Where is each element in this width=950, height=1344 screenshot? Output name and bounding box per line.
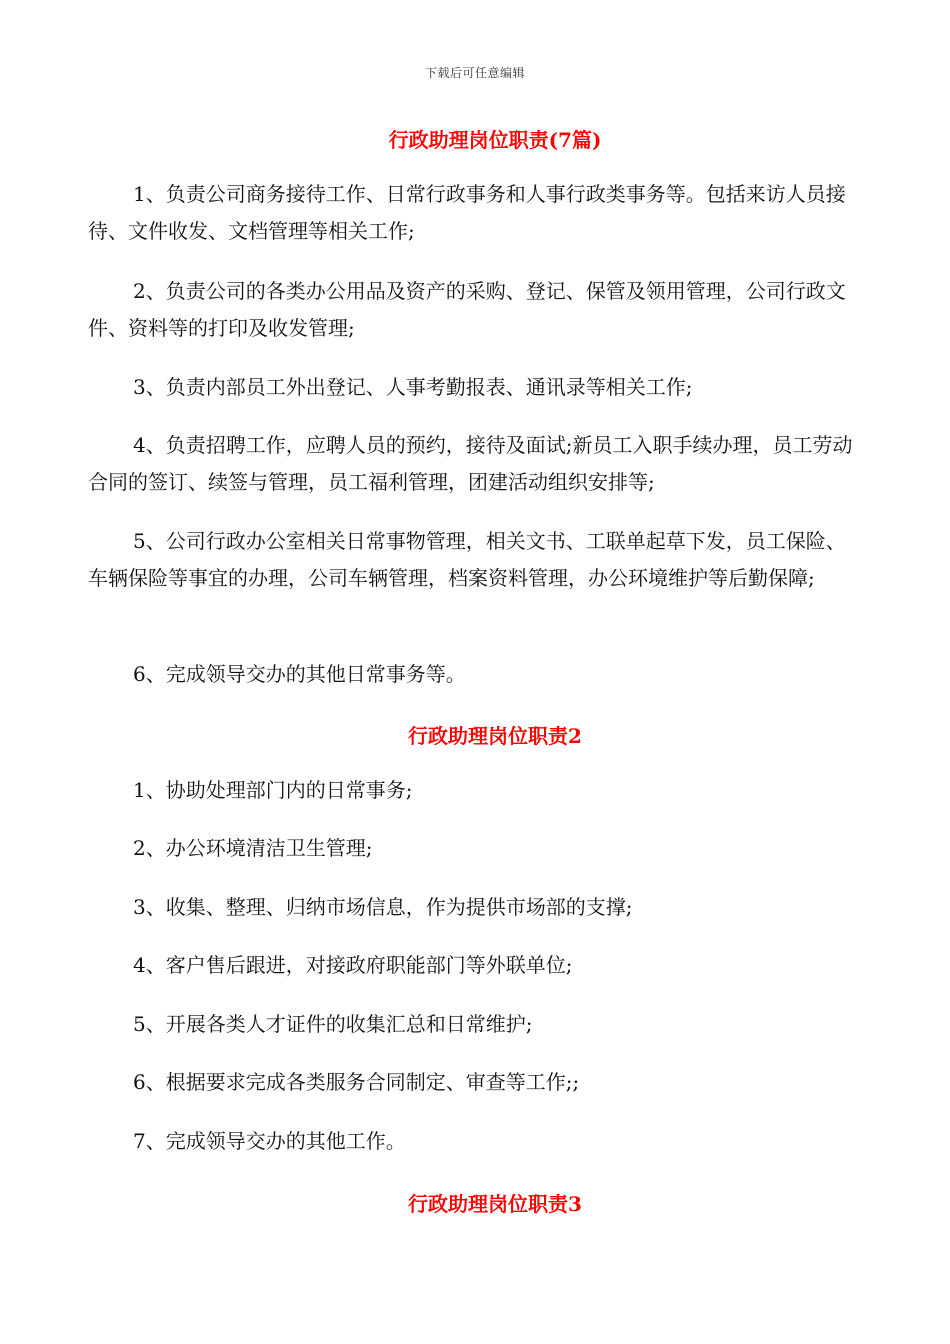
section1-title: 行政助理岗位职责(7篇): [388, 128, 602, 152]
section1-paragraph-2: 2、负责公司的各类办公用品及资产的采购、登记、保管及领用管理，公司行政文件、资料等的打印及收发管理;: [88, 279, 846, 340]
header-note: 下载后可任意编辑: [424, 66, 525, 80]
section1-paragraph-4: 4、负责招聘工作，应聘人员的预约，接待及面试;新员工入职手续办理，员工劳动合同的签订、续签与管理，员工福利管理，团建活动组织安排等;: [88, 433, 853, 494]
section2-item-4: 4、客户售后跟进，对接政府职能部门等外联单位;: [133, 953, 573, 977]
section1-paragraph-3: 3、负责内部员工外出登记、人事考勤报表、通讯录等相关工作;: [133, 375, 693, 399]
section2-item-7: 7、完成领导交办的其他工作。: [133, 1129, 406, 1153]
section3-title: 行政助理岗位职责3: [408, 1192, 582, 1216]
section2-item-1: 1、协助处理部门内的日常事务;: [133, 778, 413, 802]
section2-item-5: 5、开展各类人才证件的收集汇总和日常维护;: [133, 1012, 533, 1036]
section2-title: 行政助理岗位职责2: [408, 724, 582, 748]
section1-paragraph-1: 1、负责公司商务接待工作、日常行政事务和人事行政类事务等。包括来访人员接待、文件收发、文档管理等相关工作;: [88, 182, 846, 243]
section2-item-2: 2、办公环境清洁卫生管理;: [133, 836, 373, 860]
section2-item-3: 3、收集、整理、归纳市场信息，作为提供市场部的支撑;: [133, 895, 633, 919]
section1-paragraph-6: 6、完成领导交办的其他日常事务等。: [133, 662, 466, 686]
section2-item-6: 6、根据要求完成各类服务合同制定、审查等工作;;: [133, 1070, 580, 1094]
section1-paragraph-5: 5、公司行政办公室相关日常事物管理，相关文书、工联单起草下发，员工保险、车辆保险等事宜的办理，公司车辆管理，档案资料管理，办公环境维护等后勤保障;: [88, 529, 846, 590]
